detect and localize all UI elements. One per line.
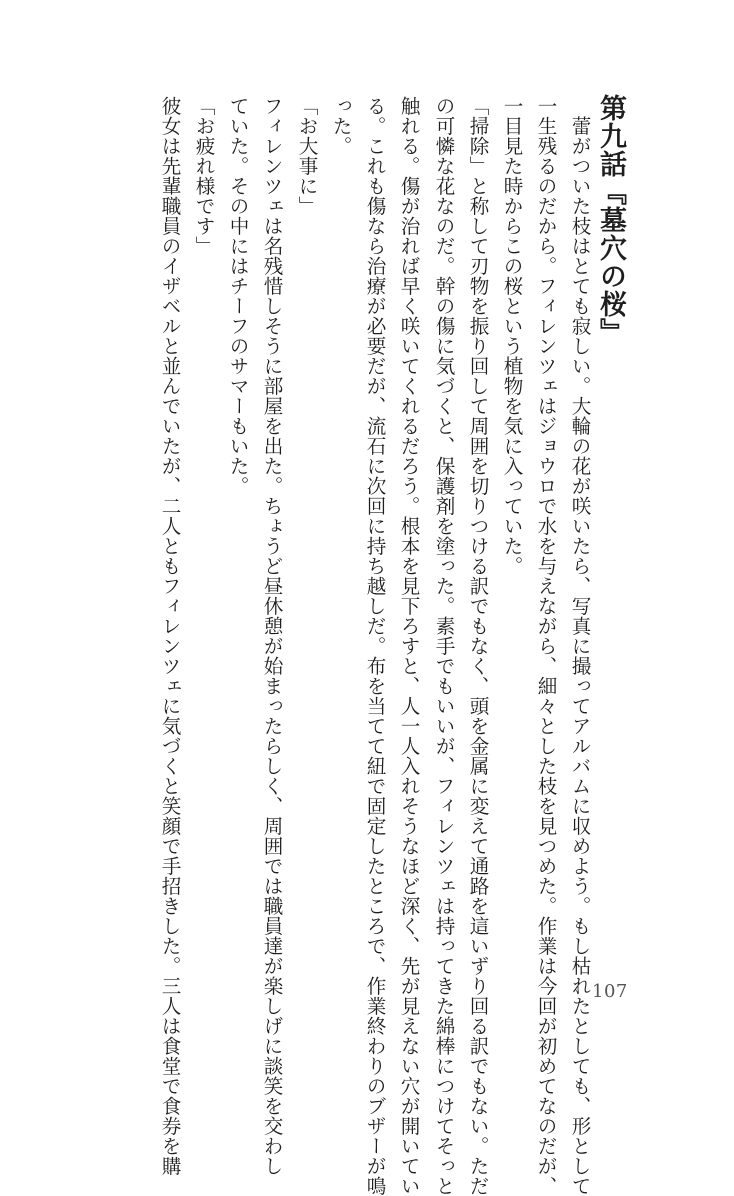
text-line-5: の可憐な花なのだ。幹の傷に気づくと、保護剤を塗った。素手でもいいが、フィレンツェは持ってきた綿棒につけてそっと (432, 96, 455, 1196)
text-line-8: った。 (329, 96, 352, 156)
text-line-10: フィレンツェは名残惜しそうに部屋を出た。ちょうど昼休憩が始まったらしく、周囲では職員達が楽しげに談笑を交わし (260, 96, 283, 1176)
text-line-4: 「掃除」と称して刃物を振り回して周囲を切りつける訳でもなく、頭を金属に変えて通路を這いずり回る訳でもない。ただ (466, 96, 489, 1196)
text-line-1: 蕾がついた枝はとても寂しい。大輪の花が咲いたら、写真に撮ってアルバムに収めよう。もし枯れたとしても、形として (568, 96, 591, 1196)
page-number: 107 (592, 981, 628, 1002)
text-line-7: る。これも傷なら治療が必要だが、流石に次回に持ち越しだ。布を当てて紐で固定したところで、作業終わりのブザーが鳴 (363, 96, 386, 1196)
text-line-6: 触れる。傷が治れば早く咲いてくれるだろう。根本を見下ろすと、人一人入れそうなほど深く、先が見えない穴が開いてい (397, 96, 420, 1196)
text-line-9: 「お大事に」 (295, 96, 318, 216)
text-line-2: 一生残るのだから。フィレンツェはジョウロで水を与えながら、細々とした枝を見つめた。作業は今回が初めてなのだが、 (534, 96, 557, 1196)
chapter-title: 第九話『墓穴の桜』 (595, 94, 626, 346)
text-line-11: ていた。その中にはチーフのサマーもいた。 (226, 96, 249, 496)
text-line-13: 彼女は先輩職員のイザベルと並んでいたが、二人ともフィレンツェに気づくと笑顔で手招きした。三人は食堂で食券を購 (158, 96, 181, 1176)
text-line-3: 一目見た時からこの桜という植物を気に入っていた。 (500, 96, 523, 576)
text-line-12: 「お疲れ様です」 (192, 96, 215, 256)
